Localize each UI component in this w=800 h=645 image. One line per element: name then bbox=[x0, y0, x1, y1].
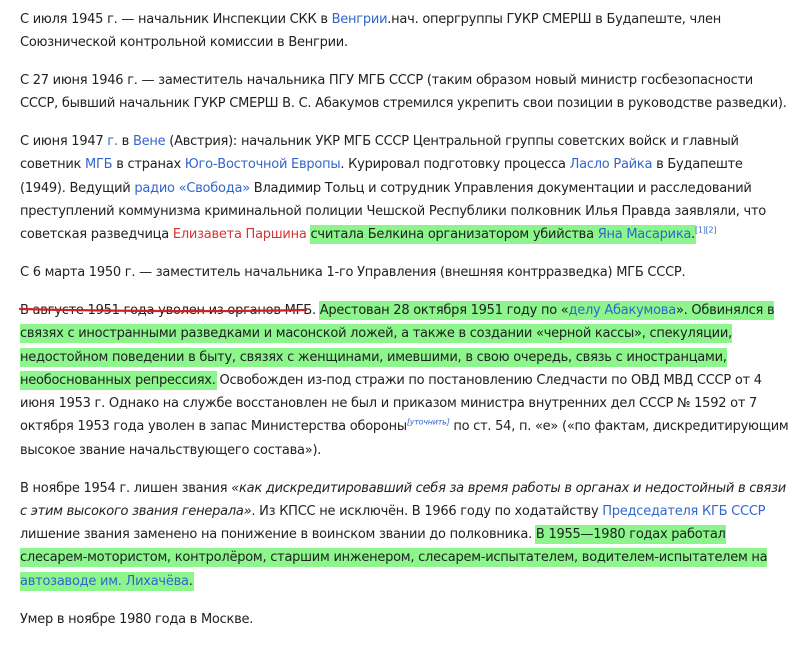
link-vienna[interactable]: Вене bbox=[132, 134, 166, 150]
text: .нач. опергруппы ГУКР СМЕРШ в Будапеште, член Союзнической контрольной комиссии в Венгрии. bbox=[20, 12, 721, 51]
text: С июня 1947 bbox=[20, 134, 108, 150]
text: Освобожден из-под стражи по постановлению Следчасти по ОВД МВД СССР от 4 июня 1953 г. Однако на службе восстановлен не был и приказом министра внутренних дел СССР № 1592 от 7 октября 1953 года уволен в запас Министерства обороны bbox=[20, 372, 762, 435]
reference-2[interactable]: [2] bbox=[705, 226, 717, 236]
link-radio-liberty[interactable]: радио «Свобода» bbox=[134, 180, 250, 196]
highlight-masaryk bbox=[311, 226, 696, 243]
link-laszlo-rajk[interactable]: Ласло Райка bbox=[569, 157, 653, 173]
text: в bbox=[117, 134, 133, 150]
paragraph-1947 bbox=[20, 130, 790, 246]
text: Владимир Тольц и сотрудник Управления документации и расследований преступлений коммунизма криминальной полиции Чешской Республики полковник Илья Правда заявляли, что советская разведчица bbox=[20, 180, 766, 243]
text: (Австрия): начальник УКР МГБ СССР Центральной группы советских войск и главный советник bbox=[20, 134, 739, 173]
highlighted-text: . bbox=[188, 573, 193, 589]
highlighted-text: . bbox=[691, 227, 696, 243]
text: В ноябре 1954 г. лишен звания bbox=[20, 480, 232, 496]
paragraph-1946 bbox=[20, 69, 790, 116]
paragraph-1950 bbox=[20, 261, 790, 284]
italic-quote: «как дискредитировавший себя за время работы в органах и недостойный в связи с этим высокого звания генерала» bbox=[20, 480, 786, 519]
highlighted-text: В 1955—1980 годах работал слесарем-мотористом, контролёром, старшим инженером, слесарем-испытателем, водителем-испытателем на bbox=[20, 527, 768, 566]
text: . Из КПСС не исключён. В 1966 году по ходатайству bbox=[251, 503, 603, 519]
red-underline-mark bbox=[18, 307, 308, 313]
link-elizaveta-parshina[interactable]: Елизавета Паршина bbox=[172, 227, 307, 243]
link-kgb-chairman[interactable]: Председателя КГБ СССР bbox=[602, 503, 766, 519]
paragraph-1954 bbox=[20, 477, 790, 593]
link-mgb[interactable]: МГБ bbox=[85, 157, 113, 173]
text: Умер в ноябре 1980 года в Москве. bbox=[20, 611, 254, 627]
paragraph-1951 bbox=[20, 299, 790, 462]
highlighted-text: ». Обвинялся в связях с иностранными разведками и масонской ложей, а также в создании «черной кассы», спекуляции, недостойном поведении в быту, связях с женщинами, имевшими, в свою очередь, связь с иностранцами, необоснованных репрессиях. bbox=[20, 302, 775, 388]
text: С июля 1945 г. — начальник Инспекции СКК в bbox=[20, 12, 332, 27]
link-hungary[interactable]: Венгрии bbox=[331, 12, 388, 27]
text: лишение звания заменено на понижение в воинском звании до полковника. bbox=[20, 527, 536, 543]
text: С 27 июня 1946 г. — заместитель начальника ПГУ МГБ СССР (таким образом новый министр госбезопасности СССР, бывший начальник ГУКР СМЕРШ В. С. Абакумов стремился укрепить свои позиции в руководстве разведки). bbox=[20, 73, 787, 112]
highlighted-text: считала Белкина организатором убийства bbox=[310, 227, 598, 243]
paragraph-death bbox=[20, 608, 790, 631]
clarify-tag[interactable]: [уточнить] bbox=[406, 418, 450, 428]
link-southeast-europe[interactable]: Юго-Восточной Европы bbox=[184, 157, 341, 173]
text: в странах bbox=[112, 157, 185, 173]
link-jan-masaryk[interactable]: Яна Масарика bbox=[597, 227, 692, 243]
highlighted-text: Арестован 28 октября 1951 году по « bbox=[319, 302, 569, 318]
link-year[interactable]: г. bbox=[107, 134, 118, 150]
text: по ст. 54, п. «е» («по фактам, дискредитирующим высокое звание начальствующего состава»). bbox=[20, 419, 789, 458]
text: С 6 марта 1950 г. — заместитель начальника 1-го Управления (внешняя контрразведка) МГБ СССР. bbox=[20, 265, 686, 281]
text: В августе 1951 года уволен из органов МГБ. bbox=[20, 302, 320, 318]
text: . Курировал подготовку процесса bbox=[340, 157, 570, 173]
article-body bbox=[20, 8, 790, 645]
link-abakumov-case[interactable]: делу Абакумова bbox=[568, 302, 676, 318]
text: в Будапеште (1949). Ведущий bbox=[20, 157, 743, 196]
link-zil-plant[interactable]: автозаводе им. Лихачёва bbox=[20, 573, 189, 589]
reference-1[interactable]: [1] bbox=[695, 226, 706, 236]
paragraph-1945 bbox=[20, 8, 790, 55]
